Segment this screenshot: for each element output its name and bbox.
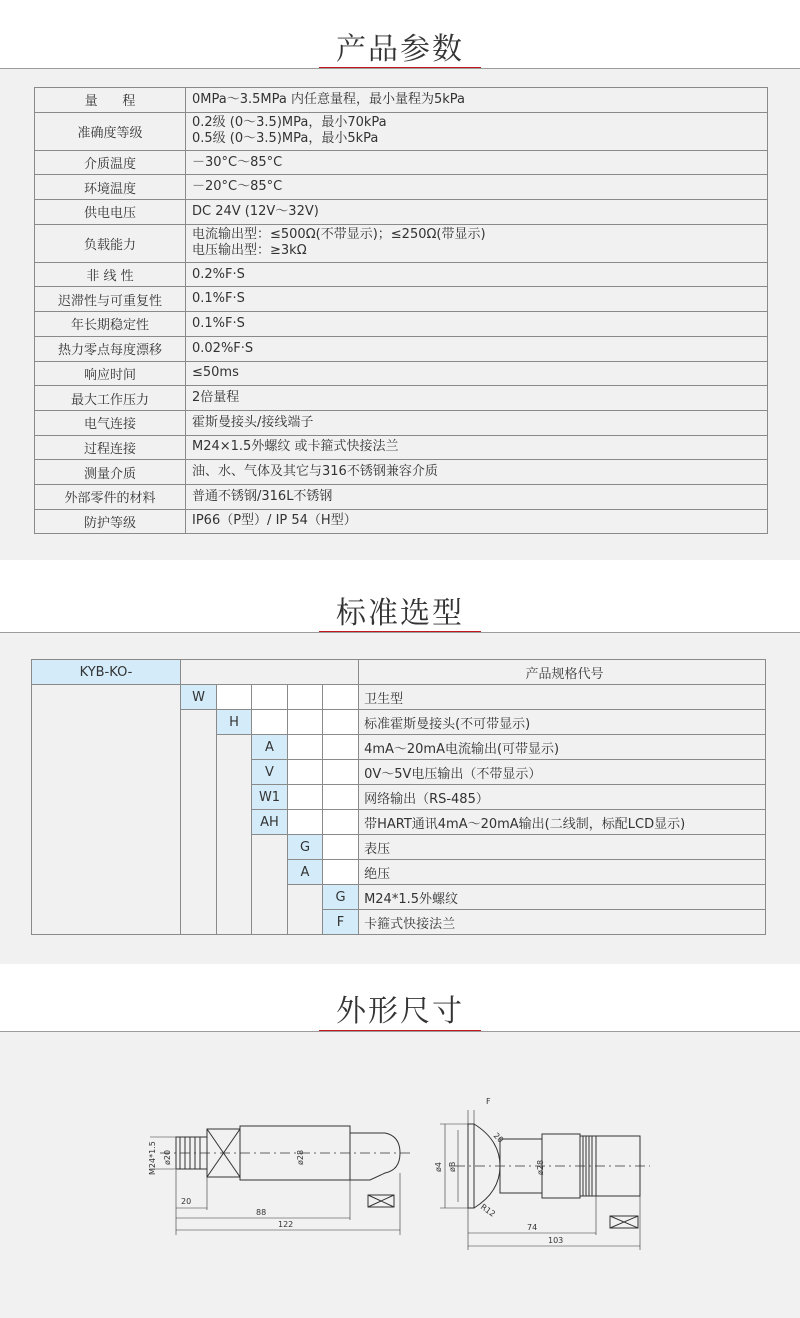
param-value [186,435,768,460]
param-label: 热力零点每度漂移 [35,336,186,361]
param-value [186,224,768,262]
param-value-line: －30°C～85°C [192,154,283,170]
param-value-line: 电压输出型：≥3kΩ [192,243,307,259]
dimension-drawing [0,1040,800,1318]
desc-h: 标准霍斯曼接头(不可带显示) [359,710,766,735]
desc-abs: 绝压 [359,860,766,885]
param-value-line: ≤50ms [192,365,239,381]
param-value [186,336,768,361]
code-g: G [288,835,323,860]
code-v: V [252,760,288,785]
model-blank-cell [32,685,181,935]
param-label: 防护等级 [35,509,186,534]
params-row [35,386,768,411]
params-row [35,88,768,113]
params-table [34,87,768,534]
params-row [35,287,768,312]
side-view-sanitary [440,1110,650,1250]
params-row [35,200,768,225]
col2-blank [217,735,252,935]
param-value-line: IP66（P型）/ IP 54（H型） [192,513,357,529]
param-value [186,112,768,150]
param-value-line: 0.02%F·S [192,340,254,356]
code-a: A [252,735,288,760]
dim-74-label: 74 [527,1223,538,1232]
params-row [35,509,768,534]
param-value-line: 0.2级 (0～3.5)MPa，最小70kPa [192,115,387,131]
selection-section-title: 标准选型 [336,596,464,631]
desc-f: 卡箍式快接法兰 [359,910,766,935]
side-view-straight [150,1126,410,1235]
param-value [186,361,768,386]
param-label: 年长期稳定性 [35,312,186,337]
dim-d28-right-label: ø28 [536,1159,545,1175]
params-row [35,150,768,175]
code-gthread: G [323,885,359,910]
param-value [186,484,768,509]
params-row [35,262,768,287]
param-value-line: DC 24V (12V～32V) [192,203,319,219]
dim-20-label: 20 [181,1197,192,1206]
param-label: 最大工作压力 [35,386,186,411]
param-label: 负载能力 [35,224,186,262]
param-value [186,386,768,411]
params-row [35,460,768,485]
param-value [186,175,768,200]
dim-103-label: 103 [548,1236,564,1245]
param-label: 电气连接 [35,410,186,435]
header-blank-cell [181,660,359,685]
col3-blank [252,835,288,935]
dimensions-section-title: 外形尺寸 [336,994,464,1029]
param-label: 准确度等级 [35,112,186,150]
param-label: 外部零件的材料 [35,484,186,509]
desc-w1: 网络输出（RS-485） [359,785,766,810]
code-h: H [217,710,252,735]
param-value-line: 0.1%F·S [192,291,245,307]
param-value-line: 0.2%F·S [192,266,245,282]
param-label: 介质温度 [35,150,186,175]
dim-d4-label: ø4 [434,1162,443,1172]
code-f: F [323,910,359,935]
params-row [35,312,768,337]
param-value-line: M24×1.5外螺纹 或卡箍式快接法兰 [192,439,399,455]
code-abs: A [288,860,323,885]
selection-table [31,659,766,935]
dim-88-label: 88 [256,1208,267,1217]
param-label: 迟滞性与可重复性 [35,287,186,312]
params-row [35,484,768,509]
col1-blank [181,710,217,935]
code-w1: W1 [252,785,288,810]
param-value [186,460,768,485]
param-value [186,262,768,287]
code-w: W [181,685,217,710]
params-row [35,435,768,460]
param-label: 过程连接 [35,435,186,460]
param-value-line: 2倍量程 [192,390,240,406]
desc-ah: 带HART通讯4mA～20mA输出(二线制，标配LCD显示) [359,810,766,835]
dim-r20-label: 20 [491,1131,506,1145]
dim-thread-label: M24*1.5 [148,1141,157,1175]
param-label: 环境温度 [35,175,186,200]
dim-d28-left-label: ø28 [296,1149,305,1165]
param-value [186,410,768,435]
param-label: 供电电压 [35,200,186,225]
desc-g: 表压 [359,835,766,860]
dim-d20-label: ø20 [163,1149,172,1165]
params-row [35,336,768,361]
dim-f-label: F [486,1097,491,1106]
desc-a: 4mA～20mA电流输出(可带显示) [359,735,766,760]
params-row [35,410,768,435]
param-value [186,312,768,337]
code-ah: AH [252,810,288,835]
params-section-title: 产品参数 [336,32,464,67]
param-value-line: 0MPa～3.5MPa 内任意量程，最小量程为5kPa [192,91,465,107]
param-value-line: 普通不锈钢/316L不锈钢 [192,488,333,504]
param-label: 非 线 性 [35,262,186,287]
param-value [186,509,768,534]
params-row [35,361,768,386]
param-label: 测量介质 [35,460,186,485]
dim-r12-label: R12 [478,1202,497,1219]
param-value [186,200,768,225]
spec-code-header: 产品规格代号 [359,660,766,685]
param-value-line: 0.5级 (0～3.5)MPa，最小5kPa [192,131,379,147]
params-row [35,224,768,262]
param-label: 响应时间 [35,361,186,386]
param-label: 量 程 [35,88,186,113]
param-value [186,88,768,113]
col4-blank [288,885,323,935]
desc-v: 0V～5V电压输出（不带显示） [359,760,766,785]
dim-db-label: øB [448,1161,457,1172]
param-value-line: 电流输出型：≤500Ω(不带显示)；≤250Ω(带显示) [192,227,486,243]
dim-122-label: 122 [278,1220,294,1229]
param-value-line: －20°C～85°C [192,179,283,195]
desc-gthread: M24*1.5外螺纹 [359,885,766,910]
param-value [186,287,768,312]
model-prefix-cell: KYB-KO- [32,660,181,685]
param-value-line: 油、水、气体及其它与316不锈钢兼容介质 [192,464,438,480]
params-row [35,112,768,150]
desc-w: 卫生型 [359,685,766,710]
param-value-line: 霍斯曼接头/接线端子 [192,414,314,430]
param-value-line: 0.1%F·S [192,315,245,331]
param-value [186,150,768,175]
params-row [35,175,768,200]
